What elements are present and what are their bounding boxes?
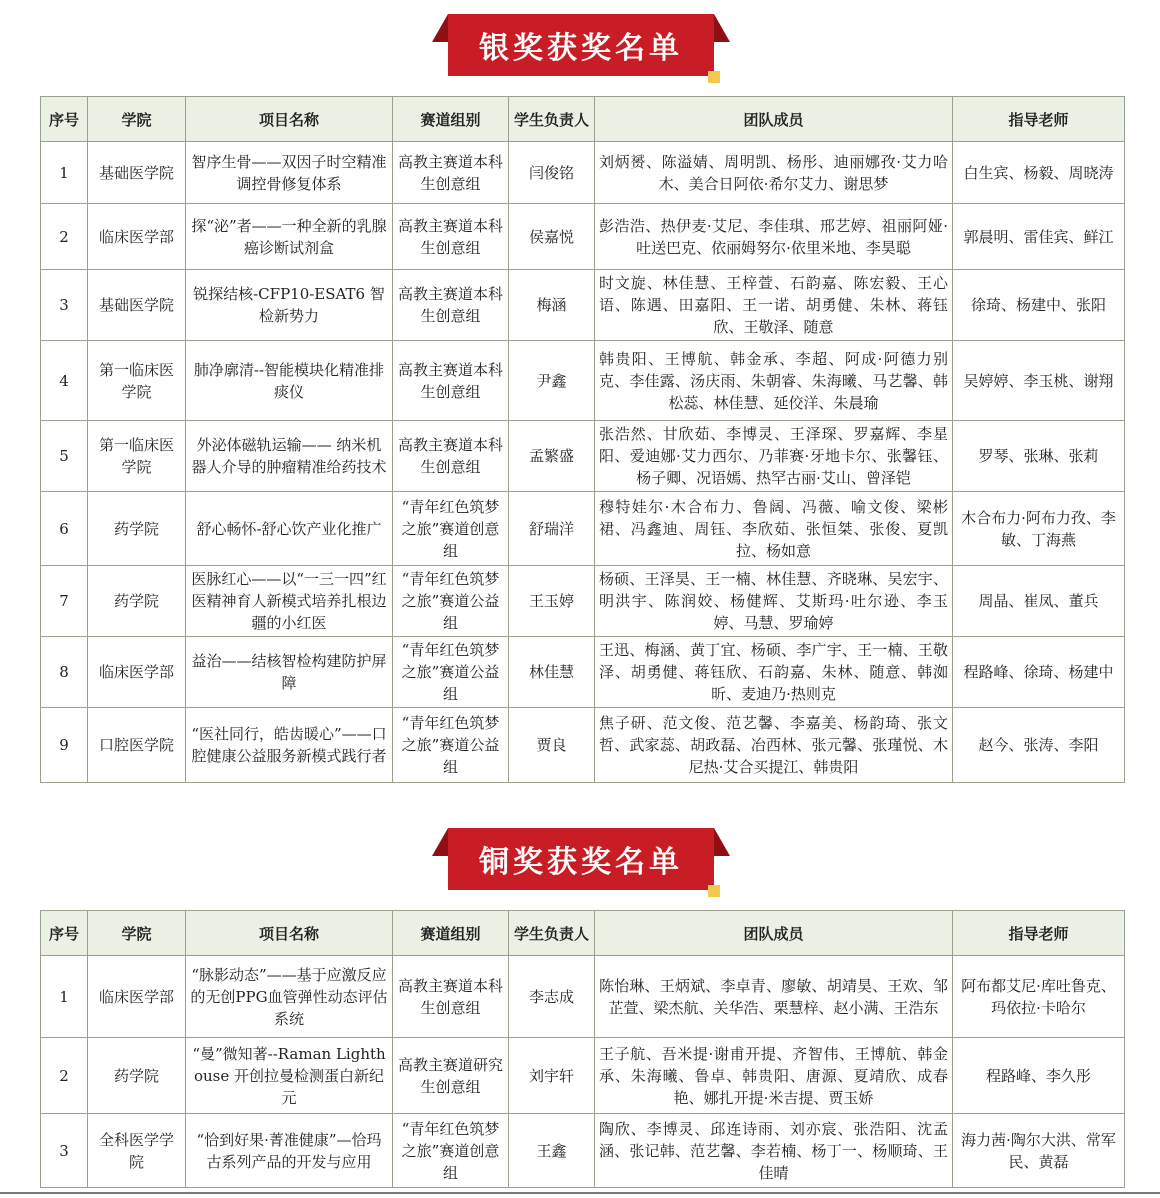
col-project-cell: “脉影动态”——基于应激反应的无创PPG血管弹性动态评估系统 bbox=[186, 956, 393, 1038]
col-leader-cell: 王鑫 bbox=[509, 1114, 595, 1188]
col-members-cell: 王迅、梅涵、黄丁宜、杨硕、李广宇、王一楠、王敬泽、胡勇健、蒋钰欣、石韵嘉、朱林、随意、韩洳昕、麦迪乃·热则克 bbox=[595, 637, 953, 708]
col-leader-cell: 侯嘉悦 bbox=[509, 204, 595, 270]
col-college-cell: 口腔医学院 bbox=[88, 708, 186, 783]
col-leader-cell: 舒瑞洋 bbox=[509, 492, 595, 566]
col-advisors-cell: 海力茜·陶尔大洪、常军民、黄磊 bbox=[953, 1114, 1125, 1188]
col-index-cell: 2 bbox=[41, 1038, 88, 1114]
col-advisors-cell: 罗琴、张琳、张莉 bbox=[953, 421, 1125, 492]
banner-fold-left bbox=[432, 14, 448, 42]
col-index-header: 序号 bbox=[41, 97, 88, 142]
col-track-cell: 高教主赛道本科生创意组 bbox=[393, 142, 509, 204]
col-members-cell: 张浩然、甘欣茹、李博灵、王泽琛、罗嘉辉、李星阳、爱迪娜·艾力西尔、乃菲赛·牙地卡尔、张馨钰、杨子卿、况语嫣、热罕古丽·艾山、曾泽铠 bbox=[595, 421, 953, 492]
col-track-header: 赛道组别 bbox=[393, 97, 509, 142]
col-advisors-cell: 周晶、崔凤、董兵 bbox=[953, 566, 1125, 637]
col-college-cell: 临床医学部 bbox=[88, 204, 186, 270]
col-project-cell: “恰到好果·菁准健康”—恰玛古系列产品的开发与应用 bbox=[186, 1114, 393, 1188]
col-members-cell: 焦子研、范文俊、范艺馨、李嘉美、杨韵琦、张文哲、武家蕊、胡政磊、冶西林、张元馨、张瑾悦、木尼热·艾合买提江、韩贵阳 bbox=[595, 708, 953, 783]
col-leader-header: 学生负责人 bbox=[509, 97, 595, 142]
col-track-cell: 高教主赛道本科生创意组 bbox=[393, 270, 509, 341]
col-project-cell: 智序生骨——双因子时空精准调控骨修复体系 bbox=[186, 142, 393, 204]
col-members-cell: 彭浩浩、热伊麦·艾尼、李佳琪、邢艺婷、祖丽阿娅·吐送巴克、依丽姆努尔·依里米地、李昊聪 bbox=[595, 204, 953, 270]
table-header-row bbox=[41, 97, 1125, 142]
col-advisors-cell: 徐琦、杨建中、张阳 bbox=[953, 270, 1125, 341]
col-index-cell: 1 bbox=[41, 956, 88, 1038]
col-advisors-cell: 吴婷婷、李玉桃、谢翔 bbox=[953, 341, 1125, 421]
col-track-cell: 高教主赛道本科生创意组 bbox=[393, 421, 509, 492]
col-advisors-cell: 白生宾、杨毅、周晓涛 bbox=[953, 142, 1125, 204]
col-college-cell: 药学院 bbox=[88, 492, 186, 566]
col-index-cell: 2 bbox=[41, 204, 88, 270]
col-project-cell: 锐探结核-CFP10-ESAT6 智检新势力 bbox=[186, 270, 393, 341]
col-advisors-cell: 赵今、张涛、李阳 bbox=[953, 708, 1125, 783]
col-college-cell: 临床医学部 bbox=[88, 956, 186, 1038]
col-index-cell: 8 bbox=[41, 637, 88, 708]
col-index-cell: 3 bbox=[41, 1114, 88, 1188]
bronze-award-table bbox=[40, 910, 1125, 1188]
col-members-cell: 时文旋、林佳慧、王梓萱、石韵嘉、陈宏毅、王心语、陈遇、田嘉阳、王一诺、胡勇健、朱林、蒋钰欣、王敬泽、随意 bbox=[595, 270, 953, 341]
col-advisors-header: 指导老师 bbox=[953, 97, 1125, 142]
table-row bbox=[41, 1038, 1125, 1114]
col-track-cell: “青年红色筑梦之旅”赛道公益组 bbox=[393, 708, 509, 783]
col-index-cell: 7 bbox=[41, 566, 88, 637]
banner-dot-icon bbox=[708, 71, 720, 83]
col-leader-cell: 李志成 bbox=[509, 956, 595, 1038]
silver-banner bbox=[432, 14, 730, 76]
col-track-cell: 高教主赛道本科生创意组 bbox=[393, 341, 509, 421]
col-track-header: 赛道组别 bbox=[393, 911, 509, 956]
col-members-cell: 陈怡琳、王炳斌、李卓青、廖敏、胡靖昊、王欢、邹芷萱、梁杰航、关华浩、栗慧梓、赵小满、王浩东 bbox=[595, 956, 953, 1038]
col-members-cell: 韩贵阳、王博航、韩金承、李超、阿成·阿德力别克、李佳露、汤庆雨、朱朝睿、朱海曦、马艺馨、韩松蕊、林佳慧、延佼洋、朱晨瑜 bbox=[595, 341, 953, 421]
col-leader-cell: 孟繁盛 bbox=[509, 421, 595, 492]
col-index-cell: 5 bbox=[41, 421, 88, 492]
col-project-cell: 舒心畅怀-舒心饮产业化推广 bbox=[186, 492, 393, 566]
col-leader-cell: 闫俊铭 bbox=[509, 142, 595, 204]
col-index-cell: 3 bbox=[41, 270, 88, 341]
banner-dot-icon bbox=[708, 885, 720, 897]
col-members-cell: 陶欣、李博灵、邱连诗雨、刘亦宸、张浩阳、沈孟涵、张记韩、范艺馨、李若楠、杨丁一、杨顺琦、王佳晴 bbox=[595, 1114, 953, 1188]
col-college-cell: 药学院 bbox=[88, 1038, 186, 1114]
col-college-cell: 第一临床医学院 bbox=[88, 421, 186, 492]
col-project-cell: 外泌体磁轨运输—— 纳米机器人介导的肿瘤精准给药技术 bbox=[186, 421, 393, 492]
col-advisors-cell: 阿布都艾尼·库吐鲁克、玛依拉·卡哈尔 bbox=[953, 956, 1125, 1038]
table-header-row bbox=[41, 911, 1125, 956]
bottom-divider bbox=[0, 1192, 1160, 1194]
col-index-header: 序号 bbox=[41, 911, 88, 956]
banner-fold-right bbox=[714, 828, 730, 856]
col-leader-header: 学生负责人 bbox=[509, 911, 595, 956]
col-leader-cell: 林佳慧 bbox=[509, 637, 595, 708]
col-track-cell: 高教主赛道本科生创意组 bbox=[393, 204, 509, 270]
col-leader-cell: 王玉婷 bbox=[509, 566, 595, 637]
col-leader-cell: 尹鑫 bbox=[509, 341, 595, 421]
col-project-cell: 医脉红心——以“一三一四”红医精神育人新模式培养扎根边疆的小红医 bbox=[186, 566, 393, 637]
silver-title: 银奖获奖名单 bbox=[448, 14, 714, 76]
col-advisors-cell: 程路峰、李久彤 bbox=[953, 1038, 1125, 1114]
col-advisors-header: 指导老师 bbox=[953, 911, 1125, 956]
col-project-header: 项目名称 bbox=[186, 97, 393, 142]
col-members-cell: 穆特娃尔·木合布力、鲁阔、冯薇、喻文俊、梁彬裙、冯鑫迪、周钰、李欣茹、张恒桀、张俊、夏凯拉、杨如意 bbox=[595, 492, 953, 566]
col-project-cell: “医社同行，皓齿暖心”——口腔健康公益服务新模式践行者 bbox=[186, 708, 393, 783]
col-index-cell: 9 bbox=[41, 708, 88, 783]
col-project-cell: 益治——结核智检构建防护屏障 bbox=[186, 637, 393, 708]
col-college-cell: 药学院 bbox=[88, 566, 186, 637]
col-track-cell: 高教主赛道研究生创意组 bbox=[393, 1038, 509, 1114]
bronze-banner bbox=[432, 828, 730, 890]
col-college-cell: 全科医学学院 bbox=[88, 1114, 186, 1188]
col-college-cell: 基础医学院 bbox=[88, 142, 186, 204]
table-row bbox=[41, 637, 1125, 708]
col-members-cell: 王子航、吾米提·谢甫开提、齐智伟、王博航、韩金承、朱海曦、鲁卓、韩贵阳、唐源、夏靖欣、成春艳、娜扎开提·米吉提、贾玉娇 bbox=[595, 1038, 953, 1114]
table-row bbox=[41, 566, 1125, 637]
col-project-cell: “曼”微知著--Raman Lighthouse 开创拉曼检测蛋白新纪元 bbox=[186, 1038, 393, 1114]
table-row bbox=[41, 421, 1125, 492]
banner-fold-left bbox=[432, 828, 448, 856]
col-college-cell: 第一临床医学院 bbox=[88, 341, 186, 421]
banner-fold-right bbox=[714, 14, 730, 42]
col-advisors-cell: 程路峰、徐琦、杨建中 bbox=[953, 637, 1125, 708]
col-advisors-cell: 郭晨明、雷佳宾、鲜江 bbox=[953, 204, 1125, 270]
col-leader-cell: 梅涵 bbox=[509, 270, 595, 341]
table-row bbox=[41, 492, 1125, 566]
col-track-cell: “青年红色筑梦之旅”赛道公益组 bbox=[393, 637, 509, 708]
table-row bbox=[41, 956, 1125, 1038]
col-track-cell: 高教主赛道本科生创意组 bbox=[393, 956, 509, 1038]
col-index-cell: 4 bbox=[41, 341, 88, 421]
col-track-cell: “青年红色筑梦之旅”赛道公益组 bbox=[393, 566, 509, 637]
col-members-cell: 刘炳赟、陈溢婧、周明凯、杨彤、迪丽娜孜·艾力哈木、美合日阿依·希尔艾力、谢思梦 bbox=[595, 142, 953, 204]
col-college-cell: 基础医学院 bbox=[88, 270, 186, 341]
table-row bbox=[41, 341, 1125, 421]
col-project-cell: 肺净廓清--智能模块化精准排痰仪 bbox=[186, 341, 393, 421]
col-members-header: 团队成员 bbox=[595, 97, 953, 142]
col-members-cell: 杨硕、王泽昊、王一楠、林佳慧、齐晓琳、吴宏宇、明洪宇、陈润姣、杨健辉、艾斯玛·吐尔逊、李玉婷、马慧、罗瑜婷 bbox=[595, 566, 953, 637]
col-leader-cell: 贾良 bbox=[509, 708, 595, 783]
col-advisors-cell: 木合布力·阿布力孜、李敏、丁海燕 bbox=[953, 492, 1125, 566]
col-members-header: 团队成员 bbox=[595, 911, 953, 956]
col-project-header: 项目名称 bbox=[186, 911, 393, 956]
table-row bbox=[41, 142, 1125, 204]
table-row bbox=[41, 270, 1125, 341]
table-row bbox=[41, 708, 1125, 783]
col-index-cell: 1 bbox=[41, 142, 88, 204]
table-row bbox=[41, 204, 1125, 270]
col-college-header: 学院 bbox=[88, 911, 186, 956]
col-leader-cell: 刘宇轩 bbox=[509, 1038, 595, 1114]
table-row bbox=[41, 1114, 1125, 1188]
col-project-cell: 探“泌”者——一种全新的乳腺癌诊断试剂盒 bbox=[186, 204, 393, 270]
col-college-cell: 临床医学部 bbox=[88, 637, 186, 708]
bronze-title: 铜奖获奖名单 bbox=[448, 828, 714, 890]
col-index-cell: 6 bbox=[41, 492, 88, 566]
col-college-header: 学院 bbox=[88, 97, 186, 142]
col-track-cell: “青年红色筑梦之旅”赛道创意组 bbox=[393, 1114, 509, 1188]
col-track-cell: “青年红色筑梦之旅”赛道创意组 bbox=[393, 492, 509, 566]
silver-award-table bbox=[40, 96, 1125, 783]
